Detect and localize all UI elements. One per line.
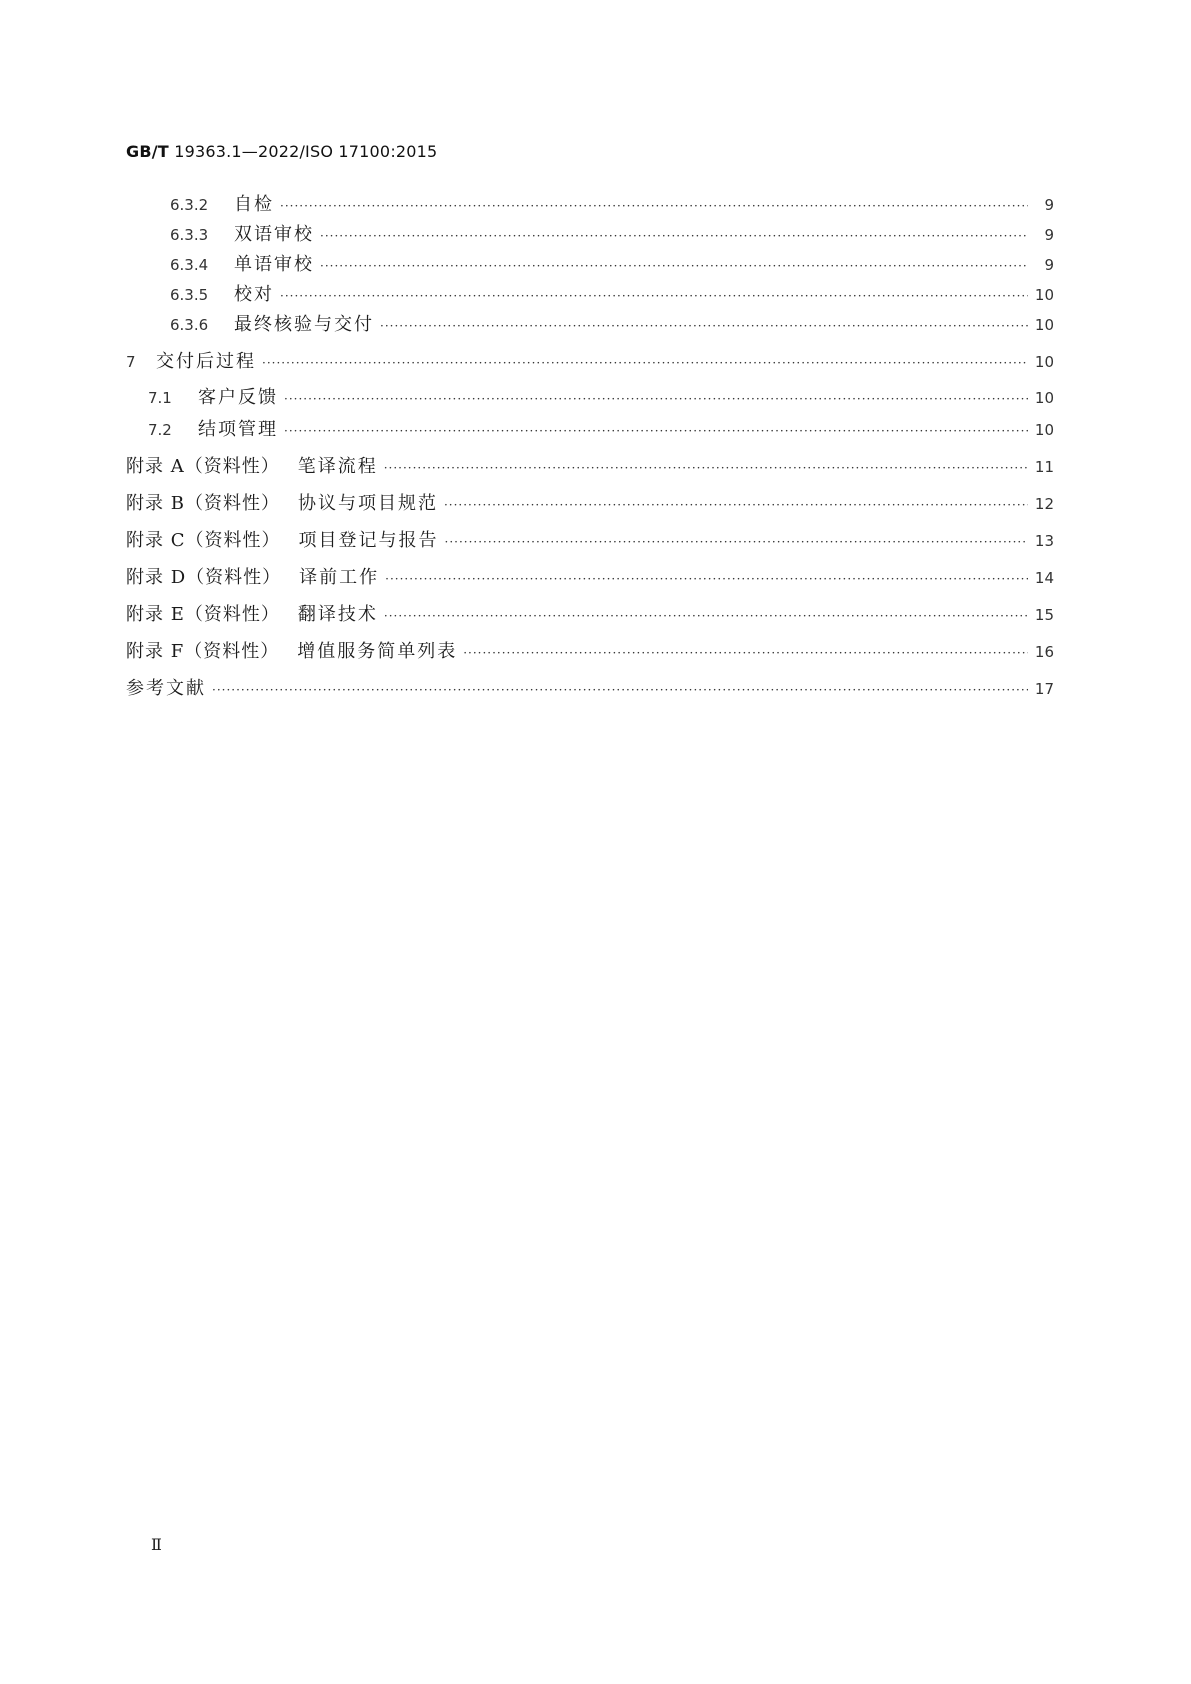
toc-entry-title: 项目登记与报告 xyxy=(298,530,439,551)
toc-entry[interactable] xyxy=(126,282,1054,308)
toc-entry-page: 11 xyxy=(1034,458,1054,476)
dot-leader xyxy=(284,418,1028,444)
toc-entry-title: 校对 xyxy=(234,284,274,305)
toc-entry-number: 6.3.3 xyxy=(170,226,209,244)
toc-entry[interactable] xyxy=(126,349,1054,375)
toc-entry-page: 10 xyxy=(1034,286,1054,304)
dot-leader xyxy=(445,529,1029,555)
dot-leader xyxy=(280,283,1028,309)
toc-entry[interactable] xyxy=(126,312,1054,338)
toc-entry-number: 6.3.4 xyxy=(170,256,209,274)
toc-entry-page: 10 xyxy=(1034,389,1054,407)
toc-entry[interactable] xyxy=(126,222,1054,248)
toc-entry-page: 15 xyxy=(1034,606,1054,624)
annex-prefix: 附录 D（资料性） xyxy=(126,567,282,588)
toc-entry[interactable] xyxy=(126,192,1054,218)
toc-entry-number: 7 xyxy=(126,353,136,371)
toc-entry-title: 笔译流程 xyxy=(297,456,378,477)
toc-entry-number: 7.1 xyxy=(148,389,172,407)
toc-entry-title: 增值服务简单列表 xyxy=(297,641,458,662)
annex-prefix: 附录 E（资料性） xyxy=(126,604,280,625)
standard-number: 19363.1—2022/ISO 17100:2015 xyxy=(174,142,438,161)
toc-entry-number: 6.3.5 xyxy=(170,286,209,304)
toc-entry-page: 16 xyxy=(1034,643,1054,661)
dot-leader xyxy=(384,603,1028,629)
page-number: Ⅱ xyxy=(151,1535,162,1554)
toc-entry-title: 双语审校 xyxy=(234,224,314,245)
toc-entry[interactable] xyxy=(126,385,1054,411)
dot-leader xyxy=(385,566,1028,592)
toc-entry-page: 10 xyxy=(1034,316,1054,334)
dot-leader xyxy=(384,455,1028,481)
toc-entry-annex[interactable] xyxy=(126,454,1054,480)
toc-entry-title: 客户反馈 xyxy=(198,387,278,408)
toc-entry-title: 单语审校 xyxy=(234,254,314,275)
dot-leader xyxy=(212,677,1028,703)
toc-entry-number: 6.3.6 xyxy=(170,316,209,334)
toc-entry-page: 17 xyxy=(1034,680,1054,698)
toc-entry[interactable] xyxy=(126,252,1054,278)
dot-leader xyxy=(380,313,1028,339)
toc-entry-annex[interactable] xyxy=(126,491,1054,517)
toc-entry-title: 翻译技术 xyxy=(297,604,378,625)
toc-entry[interactable] xyxy=(126,417,1054,443)
toc-entry-annex[interactable] xyxy=(126,602,1054,628)
dot-leader xyxy=(444,492,1028,518)
annex-prefix: 附录 A（资料性） xyxy=(126,456,280,477)
standard-code: GB/T xyxy=(126,142,169,161)
toc-entry-annex[interactable] xyxy=(126,565,1054,591)
toc-entry-page: 12 xyxy=(1034,495,1054,513)
toc-entry-page: 14 xyxy=(1034,569,1054,587)
toc-entry-title: 结项管理 xyxy=(198,419,278,440)
dot-leader xyxy=(280,193,1028,219)
toc-entry-title: 协议与项目规范 xyxy=(297,493,438,514)
toc-entry-page: 10 xyxy=(1034,421,1054,439)
dot-leader xyxy=(320,253,1028,279)
dot-leader xyxy=(463,640,1028,666)
annex-prefix: 附录 C（资料性） xyxy=(126,530,281,551)
toc-entry-annex[interactable] xyxy=(126,639,1054,665)
toc-entry-annex[interactable] xyxy=(126,528,1054,554)
toc-entry-page: 10 xyxy=(1034,353,1054,371)
toc-entry-number: 7.2 xyxy=(148,421,172,439)
toc-entry-page: 13 xyxy=(1034,532,1054,550)
annex-prefix: 附录 F（资料性） xyxy=(126,641,280,662)
dot-leader xyxy=(262,350,1028,376)
toc-entry-page: 9 xyxy=(1044,196,1054,214)
toc-entry-bibliography[interactable] xyxy=(126,676,1054,702)
annex-prefix: 附录 B（资料性） xyxy=(126,493,280,514)
toc-entry-number: 6.3.2 xyxy=(170,196,209,214)
toc-entry-title: 参考文献 xyxy=(126,678,206,699)
dot-leader xyxy=(320,223,1028,249)
toc-entry-title: 译前工作 xyxy=(299,567,380,588)
dot-leader xyxy=(284,386,1028,412)
toc-entry-title: 自检 xyxy=(234,194,274,215)
toc-entry-page: 9 xyxy=(1044,226,1054,244)
toc-entry-title: 交付后过程 xyxy=(156,351,256,372)
toc-entry-title: 最终核验与交付 xyxy=(234,314,374,335)
document-header xyxy=(126,142,437,161)
toc-entry-page: 9 xyxy=(1044,256,1054,274)
